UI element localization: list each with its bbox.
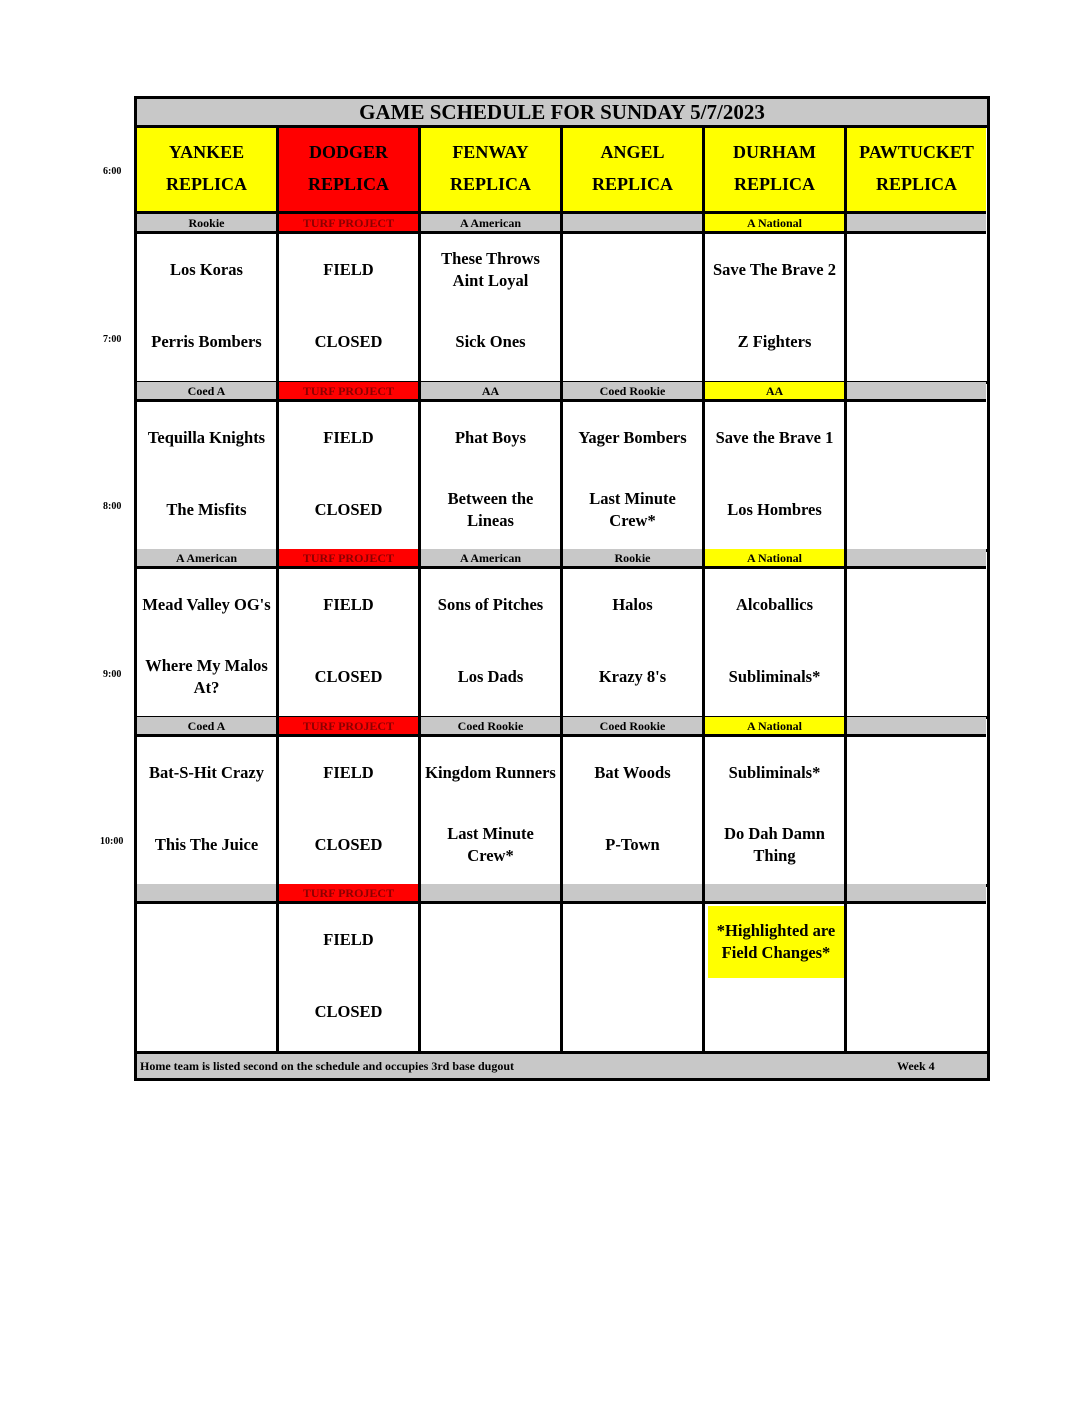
away-team: These Throws Aint Loyal (441, 249, 540, 290)
division-label: Coed Rookie (563, 717, 702, 737)
home-team: Between the Lineas (447, 489, 534, 530)
game-cell (847, 234, 986, 382)
game-cell (421, 234, 560, 382)
home-team (137, 976, 276, 1048)
field-header-dodger (279, 128, 418, 214)
division-label: Coed Rookie (421, 717, 560, 737)
division-label (847, 214, 986, 234)
division-label: TURF PROJECT (279, 214, 418, 234)
away-team: FIELD (323, 260, 374, 279)
game-cell (137, 234, 276, 382)
game-cell (563, 737, 702, 885)
away-team: Sons of Pitches (437, 595, 544, 614)
division-label: AA (421, 382, 560, 402)
division-label: TURF PROJECT (279, 884, 418, 904)
away-team: Save the Brave 1 (715, 428, 834, 447)
division-label (137, 884, 276, 904)
home-team: CLOSED (314, 1002, 383, 1021)
home-team: Z Fighters (737, 332, 812, 351)
away-team: FIELD (323, 930, 374, 949)
away-team: Halos (612, 595, 653, 614)
field-header-yankee (137, 128, 276, 214)
away-team: Tequilla Knights (147, 428, 266, 447)
division-label: AA (705, 382, 844, 402)
away-team: Alcoballics (736, 595, 813, 614)
home-team (563, 306, 702, 378)
game-cell (421, 402, 560, 550)
field-name: FENWAY (452, 142, 529, 162)
home-team (563, 976, 702, 1048)
home-team: Last Minute Crew* (447, 824, 534, 865)
game-cell (279, 234, 418, 382)
division-label: TURF PROJECT (279, 549, 418, 569)
away-team: Save The Brave 2 (713, 260, 836, 279)
away-team: Yager Bombers (578, 428, 687, 447)
home-team (847, 474, 986, 546)
game-cell (563, 904, 702, 1052)
field-header-fenway (421, 128, 560, 214)
game-cell (847, 737, 986, 885)
away-team: FIELD (323, 595, 374, 614)
home-team: Where My Malos At? (145, 656, 268, 697)
schedule-table (134, 96, 990, 1081)
away-team (137, 904, 276, 976)
game-cell (137, 737, 276, 885)
home-team: CLOSED (314, 332, 383, 351)
field-type: REPLICA (591, 174, 673, 194)
time-label: 7:00 (103, 334, 122, 345)
division-label: TURF PROJECT (279, 382, 418, 402)
time-label: 6:00 (103, 166, 122, 177)
division-label: Coed A (137, 382, 276, 402)
home-team: Perris Bombers (151, 332, 262, 351)
column-divider (560, 128, 563, 1051)
division-label: Rookie (563, 549, 702, 569)
home-team (421, 976, 560, 1048)
schedule-footer (137, 1051, 987, 1078)
field-type: REPLICA (733, 174, 815, 194)
game-cell (563, 402, 702, 550)
field-type: REPLICA (307, 174, 389, 194)
field-header-pawtucket (847, 128, 986, 214)
away-team (563, 234, 702, 306)
home-team (705, 976, 844, 1048)
game-cell (279, 402, 418, 550)
column-divider (418, 128, 421, 1051)
field-type: REPLICA (449, 174, 531, 194)
time-label: 8:00 (103, 501, 122, 512)
game-cell (421, 569, 560, 717)
away-team: Subliminals* (728, 763, 821, 782)
division-label: Rookie (137, 214, 276, 234)
away-team: Bat-S-Hit Crazy (148, 763, 265, 782)
division-label (563, 214, 702, 234)
away-team (847, 569, 986, 641)
away-team: Phat Boys (454, 428, 527, 447)
field-name: PAWTUCKET (859, 142, 974, 162)
division-label: A American (421, 549, 560, 569)
home-team: P-Town (605, 835, 660, 854)
away-team: Kingdom Runners (425, 763, 556, 782)
away-team: FIELD (323, 763, 374, 782)
game-cell (847, 904, 986, 1052)
home-team: Los Hombres (727, 500, 822, 519)
away-team (421, 904, 560, 976)
column-divider (844, 128, 847, 1051)
division-label: A American (137, 549, 276, 569)
game-cell (705, 737, 844, 885)
field-header-durham (705, 128, 844, 214)
away-team: Los Koras (170, 260, 243, 279)
division-label: TURF PROJECT (279, 717, 418, 737)
time-label: 10:00 (100, 836, 124, 847)
time-label: 9:00 (103, 669, 122, 680)
away-team (847, 904, 986, 976)
game-cell (421, 737, 560, 885)
home-team: Do Dah Damn Thing (724, 824, 825, 865)
game-cell (847, 402, 986, 550)
division-label: Coed Rookie (563, 382, 702, 402)
game-cell (421, 904, 560, 1052)
game-cell (137, 402, 276, 550)
game-cell (279, 904, 418, 1052)
game-cell (563, 234, 702, 382)
home-team: Krazy 8's (598, 667, 667, 686)
field-header-angel (563, 128, 702, 214)
home-team (847, 976, 986, 1048)
home-team: Los Dads (457, 667, 524, 686)
field-name: DODGER (308, 142, 388, 162)
field-changes-note: *Highlighted are Field Changes* (708, 906, 844, 978)
game-cell (137, 569, 276, 717)
home-team: Last Minute Crew* (589, 489, 676, 530)
field-name: DURHAM (733, 142, 816, 162)
home-team: Sick Ones (455, 332, 526, 351)
home-team: The Misfits (166, 500, 247, 519)
week-label: Week 4 (897, 1059, 935, 1073)
home-team (847, 641, 986, 713)
away-team (847, 402, 986, 474)
division-label: A National (705, 549, 844, 569)
division-label (847, 884, 986, 904)
game-cell (705, 569, 844, 717)
game-cell (847, 569, 986, 717)
game-cell (279, 737, 418, 885)
away-team: FIELD (323, 428, 374, 447)
home-team: CLOSED (314, 835, 383, 854)
division-label (563, 884, 702, 904)
game-cell (279, 569, 418, 717)
game-cell (705, 234, 844, 382)
game-cell (137, 904, 276, 1052)
home-team-note: Home team is listed second on the schedule and occupies 3rd base dugout (140, 1059, 515, 1073)
home-team: This The Juice (154, 835, 259, 854)
away-team (847, 234, 986, 306)
away-team (563, 904, 702, 976)
division-label (421, 884, 560, 904)
column-divider (276, 128, 279, 1051)
division-label: A National (705, 717, 844, 737)
game-cell (705, 402, 844, 550)
field-type: REPLICA (165, 174, 247, 194)
away-team (847, 737, 986, 809)
home-team (847, 306, 986, 378)
division-label: A American (421, 214, 560, 234)
field-name: ANGEL (600, 142, 665, 162)
home-team (847, 809, 986, 881)
field-type: REPLICA (875, 174, 957, 194)
division-label: A National (705, 214, 844, 234)
game-cell (563, 569, 702, 717)
home-team: Subliminals* (728, 667, 821, 686)
division-label (705, 884, 844, 904)
field-name: YANKEE (168, 142, 245, 162)
away-team: Bat Woods (594, 763, 671, 782)
home-team: CLOSED (314, 667, 383, 686)
schedule-title: GAME SCHEDULE FOR SUNDAY 5/7/2023 (137, 99, 987, 128)
division-label (847, 549, 986, 569)
column-divider (702, 128, 705, 1051)
home-team: CLOSED (314, 500, 383, 519)
away-team: Mead Valley OG's (142, 595, 271, 614)
division-label (847, 382, 986, 402)
division-label (847, 717, 986, 737)
division-label: Coed A (137, 717, 276, 737)
